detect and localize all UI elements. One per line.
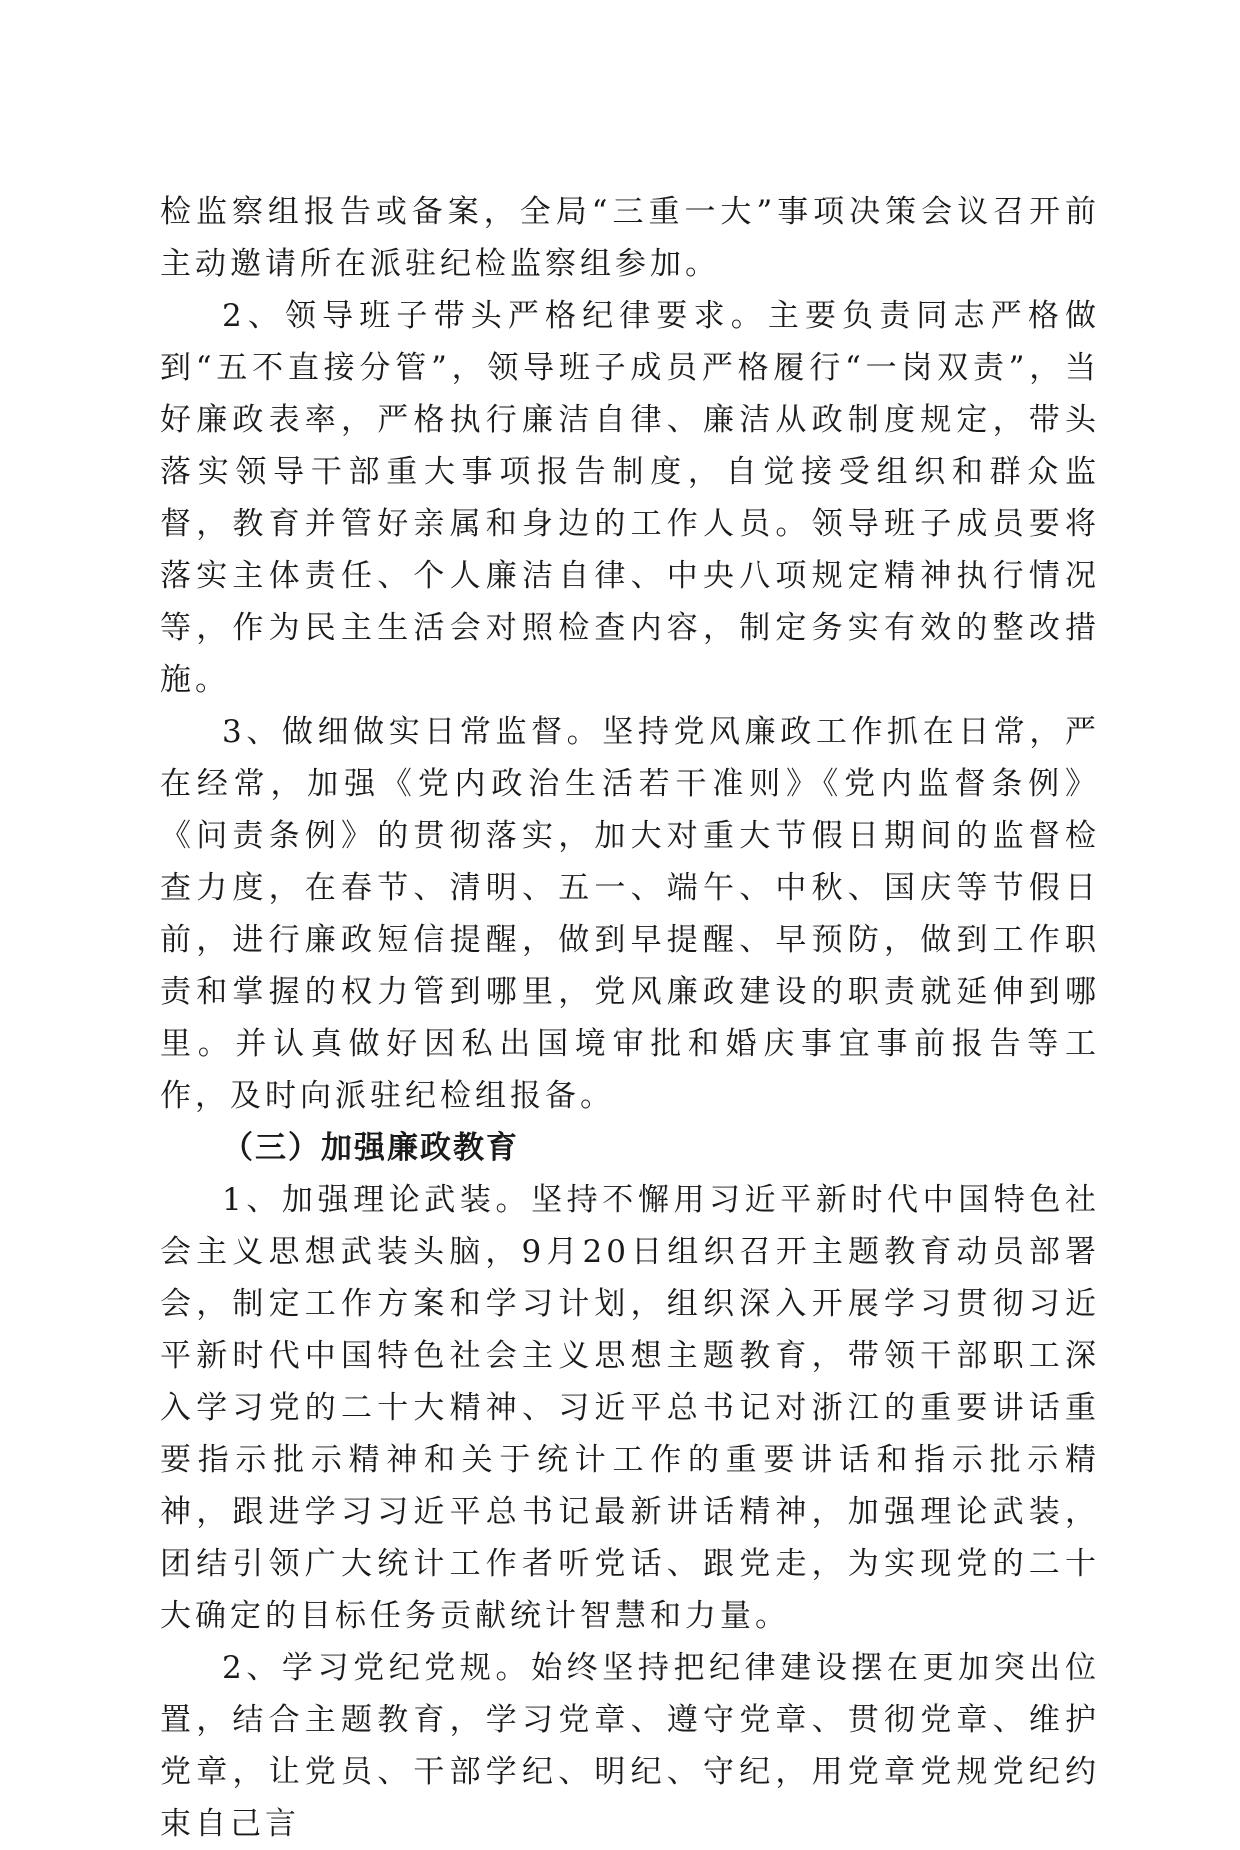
section-heading: （三）加强廉政教育 — [222, 1130, 519, 1166]
paragraph-continuation: 检监察组报告或备案，全局“三重一大”事项决策会议召开前主动邀请所在派驻纪检监察组参加。 — [160, 194, 1100, 282]
paragraph-party-rules: 2、学习党纪党规。始终坚持把纪律建设摆在更加突出位置，结合主题教育，学习党章、遵守党章、贯彻党章、维护党章，让党员、干部学纪、明纪、守纪，用党章党规党纪约束自己言 — [160, 1650, 1100, 1842]
paragraph-leadership-discipline: 2、领导班子带头严格纪律要求。主要负责同志严格做到“五不直接分管”，领导班子成员严格履行“一岗双责”，当好廉政表率，严格执行廉洁自律、廉洁从政制度规定，带头落实领导干部重大事项报告制度，自觉接受组织和群众监督，教育并管好亲属和身边的工作人员。领导班子成员要将落实主体责任、个人廉洁自律、中央八项规定精神执行情况等，作为民主生活会对照检查内容，制定务实有效的整改措施。 — [160, 298, 1100, 698]
paragraph-theory-study: 1、加强理论武装。坚持不懈用习近平新时代中国特色社会主义思想武装头脑，9月20日组织召开主题教育动员部署会，制定工作方案和学习计划，组织深入开展学习贯彻习近平新时代中国特色社会主义思想主题教育，带领干部职工深入学习党的二十大精神、习近平总书记对浙江的重要讲话重要指示批示精神和关于统计工作的重要讲话和指示批示精神，跟进学习习近平总书记最新讲话精神，加强理论武装，团结引领广大统计工作者听党话、跟党走，为实现党的二十大确定的目标任务贡献统计智慧和力量。 — [160, 1182, 1100, 1634]
paragraph-daily-supervision: 3、做细做实日常监督。坚持党风廉政工作抓在日常，严在经常，加强《党内政治生活若干准则》《党内监督条例》《问责条例》的贯彻落实，加大对重大节假日期间的监督检查力度，在春节、清明、五一、端午、中秋、国庆等节假日前，进行廉政短信提醒，做到早提醒、早预防，做到工作职责和掌握的权力管到哪里，党风廉政建设的职责就延伸到哪里。并认真做好因私出国境审批和婚庆事宜事前报告等工作，及时向派驻纪检组报备。 — [160, 714, 1100, 1114]
document-body — [160, 186, 1100, 1850]
